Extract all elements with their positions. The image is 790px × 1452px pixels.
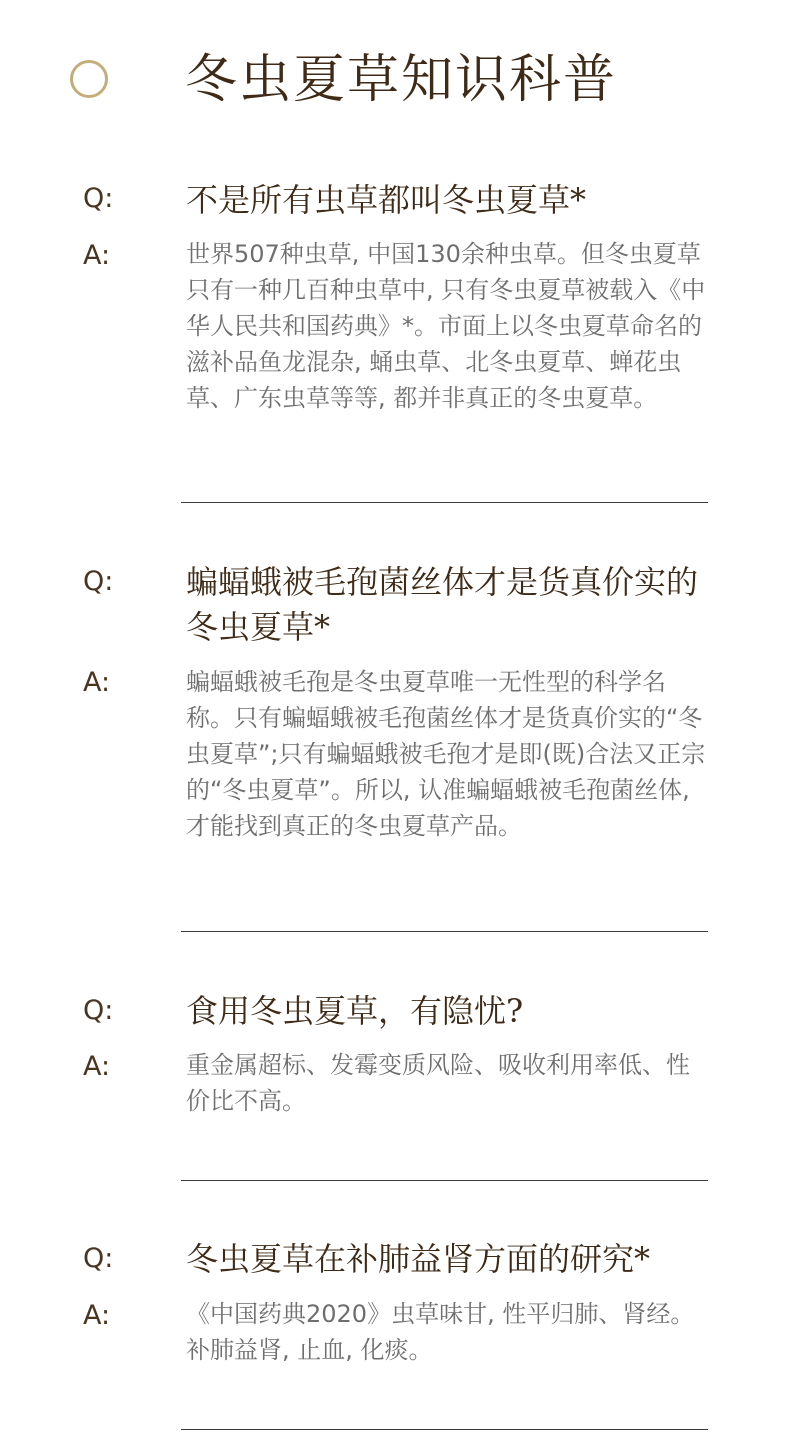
question-text: 蝙蝠蛾被毛孢菌丝体才是货真价实的冬虫夏草* bbox=[186, 563, 699, 646]
answer-text: 蝙蝠蛾被毛孢是冬虫夏草唯一无性型的科学名称。只有蝙蝠蛾被毛孢菌丝体才是货真价实的“冬虫夏草”;只有蝙蝠蛾被毛孢才是即(既)合法又正宗的“冬虫夏草”。所以, 认准蝙蝠蛾被毛孢菌丝体, 才能找到真正的冬虫夏草产品。 bbox=[186, 668, 706, 840]
question-text: 不是所有虫草都叫冬虫夏草* bbox=[186, 181, 587, 219]
question-label: Q: bbox=[83, 183, 114, 214]
circle-icon bbox=[70, 60, 108, 98]
divider bbox=[181, 1429, 708, 1430]
question-label: Q: bbox=[83, 1243, 114, 1274]
question-label: Q: bbox=[83, 995, 114, 1026]
question-text: 食用冬虫夏草，有隐忧? bbox=[186, 992, 524, 1030]
question-text: 冬虫夏草在补肺益肾方面的研究* bbox=[186, 1240, 651, 1278]
question-label: Q: bbox=[83, 566, 114, 597]
divider bbox=[181, 1180, 708, 1181]
answer-text: 《中国药典2020》虫草味甘, 性平归肺、肾经。补肺益肾, 止血, 化痰。 bbox=[186, 1300, 695, 1364]
answer-text: 世界507种虫草, 中国130余种虫草。但冬虫夏草只有一种几百种虫草中, 只有冬虫夏草被载入《中华人民共和国药典》*。市面上以冬虫夏草命名的滋补品鱼龙混杂, 蛹虫草、北冬虫夏草、蝉花虫草、广东虫草等等, 都并非真正的冬虫夏草。 bbox=[186, 240, 706, 412]
divider bbox=[181, 502, 708, 503]
answer-label: A: bbox=[83, 1300, 111, 1331]
page-header bbox=[0, 0, 790, 150]
answer-label: A: bbox=[83, 240, 111, 271]
answer-text: 重金属超标、发霉变质风险、吸收利用率低、性价比不高。 bbox=[186, 1051, 690, 1115]
divider bbox=[181, 931, 708, 932]
answer-label: A: bbox=[83, 1051, 111, 1082]
page-title: 冬虫夏草知识科普 bbox=[185, 50, 618, 110]
answer-label: A: bbox=[83, 667, 111, 698]
